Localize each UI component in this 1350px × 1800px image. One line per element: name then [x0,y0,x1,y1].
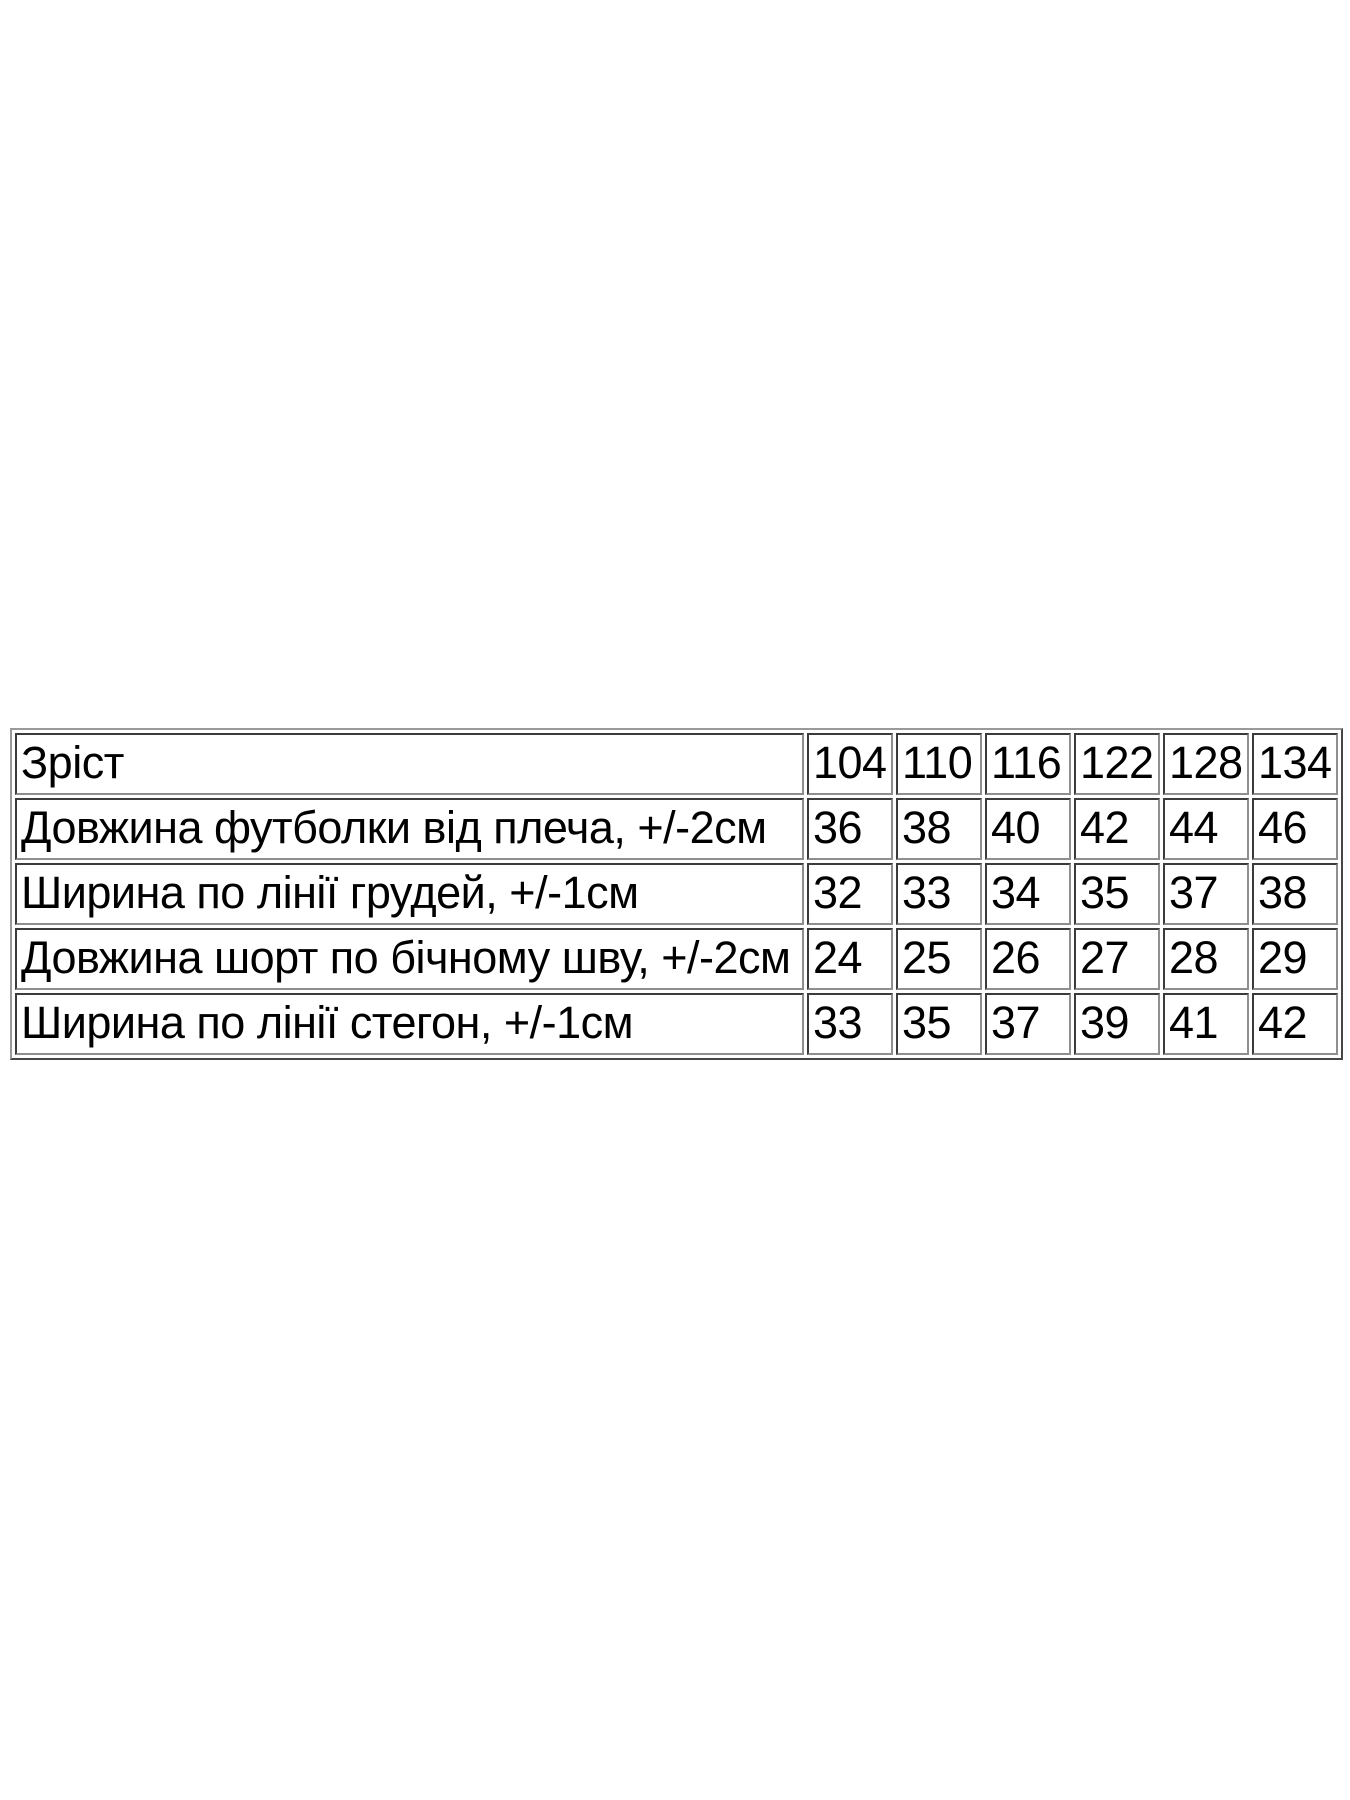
value-cell: 41 [1163,993,1249,1055]
row-label-shirt-length: Довжина футболки від плеча, +/-2см [15,798,804,860]
value-cell: 24 [807,928,893,990]
value-cell: 37 [985,993,1071,1055]
value-cell: 42 [1252,993,1338,1055]
value-cell: 40 [985,798,1071,860]
value-cell: 44 [1163,798,1249,860]
size-header-cell: 128 [1163,733,1249,795]
value-cell: 39 [1074,993,1160,1055]
value-cell: 35 [896,993,982,1055]
table-row-height [15,733,1338,795]
value-cell: 46 [1252,798,1338,860]
row-label-chest-width: Ширина по лінії грудей, +/-1см [15,863,804,925]
value-cell: 27 [1074,928,1160,990]
size-header-cell: 134 [1252,733,1338,795]
size-header-cell: 110 [896,733,982,795]
value-cell: 33 [896,863,982,925]
table-row-shorts-length [15,928,1338,990]
table-row-shirt-length [15,798,1338,860]
value-cell: 38 [896,798,982,860]
size-header-cell: 122 [1074,733,1160,795]
value-cell: 25 [896,928,982,990]
row-label-shorts-length: Довжина шорт по бічному шву, +/-2см [15,928,804,990]
row-label-height: Зріст [15,733,804,795]
size-chart [10,728,1343,1060]
value-cell: 32 [807,863,893,925]
value-cell: 38 [1252,863,1338,925]
size-header-cell: 116 [985,733,1071,795]
value-cell: 33 [807,993,893,1055]
value-cell: 36 [807,798,893,860]
value-cell: 26 [985,928,1071,990]
value-cell: 42 [1074,798,1160,860]
value-cell: 35 [1074,863,1160,925]
value-cell: 29 [1252,928,1338,990]
value-cell: 37 [1163,863,1249,925]
size-chart-table [10,728,1343,1060]
value-cell: 28 [1163,928,1249,990]
value-cell: 34 [985,863,1071,925]
size-header-cell: 104 [807,733,893,795]
row-label-hip-width: Ширина по лінії стегон, +/-1см [15,993,804,1055]
table-row-chest-width [15,863,1338,925]
table-row-hip-width [15,993,1338,1055]
